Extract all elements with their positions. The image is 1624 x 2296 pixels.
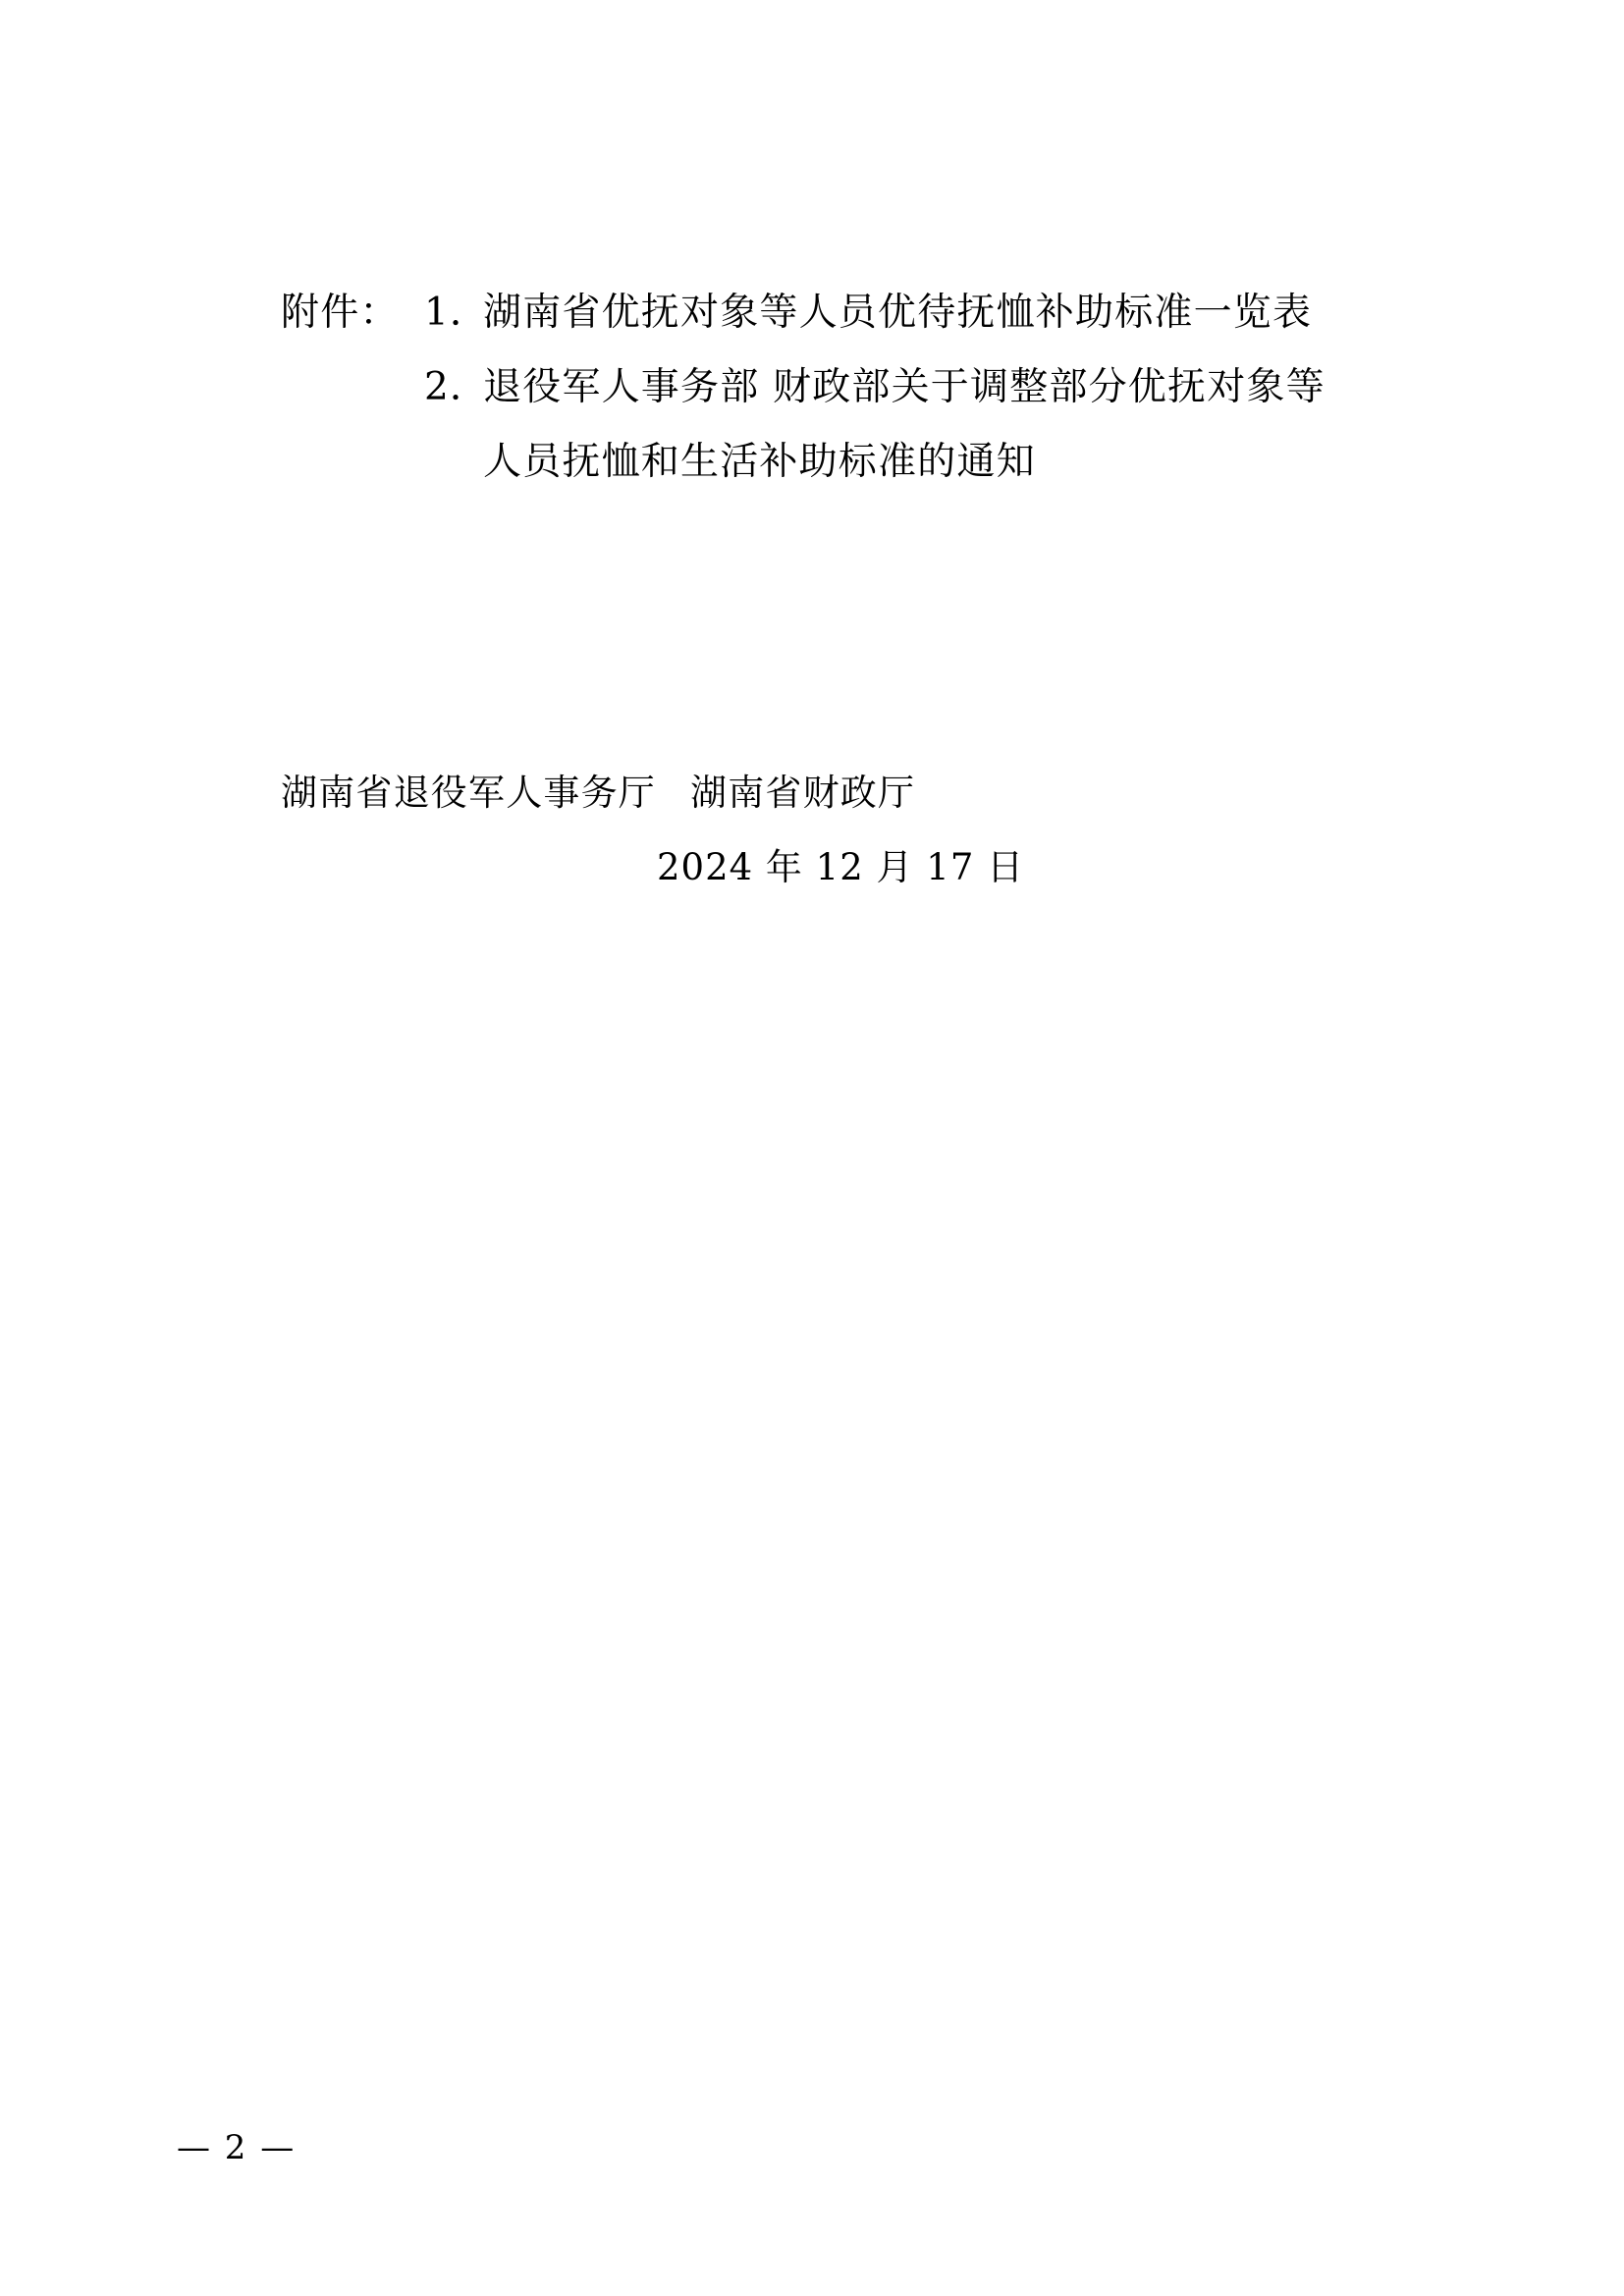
attachment-2-text-line-1: 退役军人事务部 财政部关于调整部分优抚对象等 [483,365,1326,409]
page-number: — 2 — [177,2128,297,2167]
attachment-1-text: 湖南省优抚对象等人员优待抚恤补助标准一览表 [483,291,1313,335]
attachment-1-number: 1． [424,291,490,335]
attachment-item-2 [281,350,1380,425]
signing-department-left: 湖南省退役军人事务厅 [281,772,656,814]
attachments-block [281,276,1380,500]
signature-date-row [281,830,1390,905]
attachment-item-2-continuation [281,425,1380,500]
attachment-2-text-line-2: 人员抚恤和生活补助标准的通知 [483,440,1036,484]
signing-department-right: 湖南省财政厅 [690,772,916,814]
signature-date: 2024 年 12 月 17 日 [657,846,1025,888]
attachments-label: 附件： [281,291,400,335]
attachment-2-number: 2． [424,365,490,409]
attachment-item-1 [281,276,1380,350]
signature-block [281,756,1390,905]
signature-departments-row [281,756,1390,830]
